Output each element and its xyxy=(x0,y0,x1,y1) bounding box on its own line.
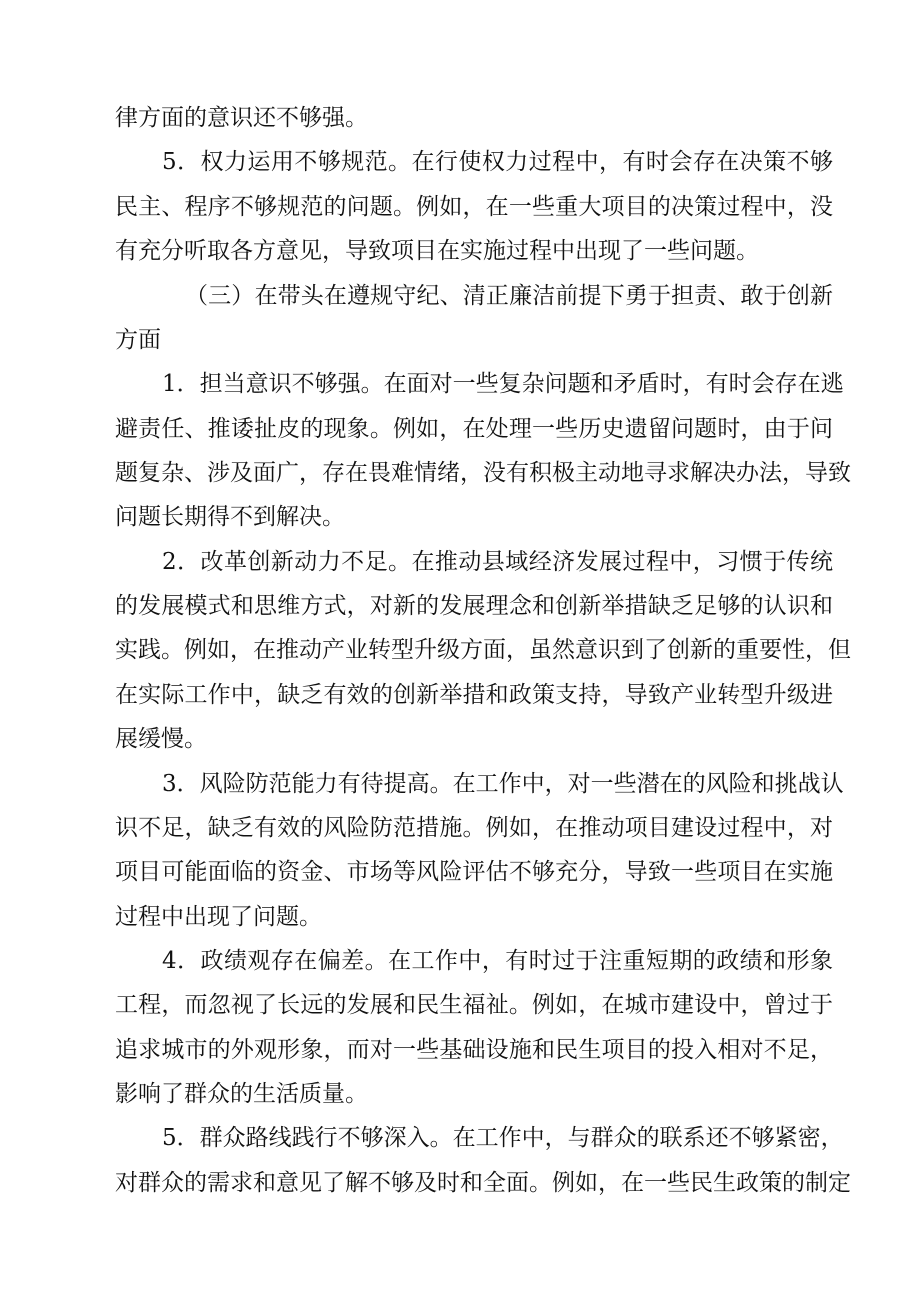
paragraph-line: 影响了群众的生活质量。 xyxy=(115,1081,368,1107)
paragraph-line: 有充分听取各方意见，导致项目在实施过程中出现了一些问题。 xyxy=(115,238,759,264)
paragraph-line: 避责任、推诿扯皮的现象。例如，在处理一些历史遗留问题时，由于问 xyxy=(115,416,833,442)
paragraph-line: 1．担当意识不够强。在面对一些复杂问题和矛盾时，有时会存在逃 xyxy=(162,371,844,397)
paragraph-line: 对群众的需求和意见了解不够及时和全面。例如，在一些民生政策的制定 xyxy=(115,1170,851,1196)
paragraph-line: 5．群众路线践行不够深入。在工作中，与群众的联系还不够紧密， xyxy=(162,1125,844,1151)
paragraph-line: 项目可能面临的资金、市场等风险评估不够充分，导致一些项目在实施 xyxy=(115,859,833,885)
paragraph-line: 民主、程序不够规范的问题。例如，在一些重大项目的决策过程中，没 xyxy=(115,194,833,220)
paragraph-line: 在实际工作中，缺乏有效的创新举措和政策支持，导致产业转型升级进 xyxy=(115,682,833,708)
paragraph-line: 4．政绩观存在偏差。在工作中，有时过于注重短期的政绩和形象 xyxy=(162,948,833,974)
paragraph-line: 3．风险防范能力有待提高。在工作中，对一些潜在的风险和挑战认 xyxy=(162,771,844,797)
paragraph-line: 题复杂、涉及面广，存在畏难情绪，没有积极主动地寻求解决办法，导致 xyxy=(115,460,851,486)
paragraph-line: 工程，而忽视了长远的发展和民生福祉。例如，在城市建设中，曾过于 xyxy=(115,992,833,1018)
paragraph-line: 追求城市的外观形象，而对一些基础设施和民生项目的投入相对不足， xyxy=(115,1037,833,1063)
paragraph-line: 展缓慢。 xyxy=(115,726,207,752)
paragraph-line: 5．权力运用不够规范。在行使权力过程中，有时会存在决策不够 xyxy=(162,149,833,175)
paragraph-line: 的发展模式和思维方式，对新的发展理念和创新举措缺乏足够的认识和 xyxy=(115,593,833,619)
section-heading-line: 方面 xyxy=(115,327,161,353)
paragraph-line: 识不足，缺乏有效的风险防范措施。例如，在推动项目建设过程中，对 xyxy=(115,815,833,841)
section-heading-line: （三）在带头在遵规守纪、清正廉洁前提下勇于担责、敢于创新 xyxy=(185,283,833,309)
paragraph-line: 律方面的意识还不够强。 xyxy=(115,105,368,131)
paragraph-line: 过程中出现了问题。 xyxy=(115,904,322,930)
paragraph-line: 问题长期得不到解决。 xyxy=(115,504,345,530)
paragraph-line: 2．改革创新动力不足。在推动县域经济发展过程中，习惯于传统 xyxy=(162,549,833,575)
paragraph-line: 实践。例如，在推动产业转型升级方面，虽然意识到了创新的重要性，但 xyxy=(115,637,851,663)
